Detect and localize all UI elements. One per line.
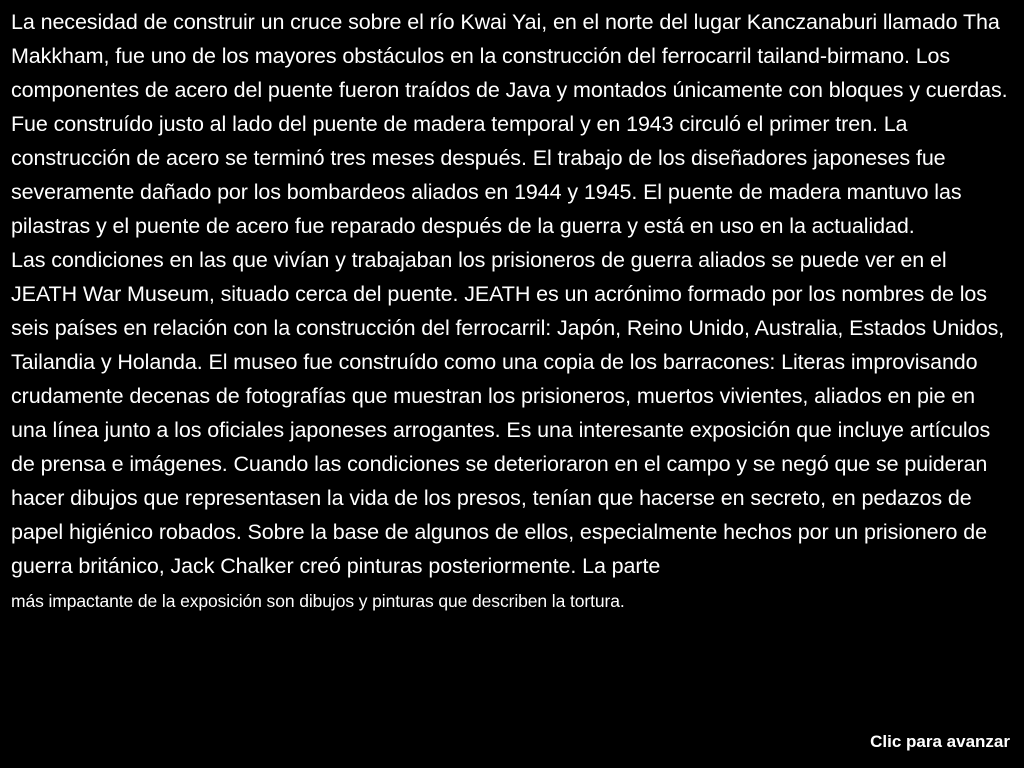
paragraph-museum — [11, 243, 1011, 618]
next-slide-link[interactable]: Clic para avanzar — [870, 732, 1010, 751]
paragraph-museum-main: Las condiciones en las que vivían y trabajaban los prisioneros de guerra aliados se puede ver en el JEATH War Museum, situado cerca del puente. JEATH es un acrónimo formado por los nombres de los seis países en relación con la construcción del ferrocarril: Japón, Reino Unido, Australia, Estados Unidos, Tailandia y Holanda. El museo fue construído como una copia de los barracones: Literas improvisando crudamente decenas de fotografías que muestran los prisioneros, muertos vivientes, aliados en pie en una línea junto a los oficiales japoneses arrogantes. Es una interesante exposición que incluye artículos de prensa e imágenes. Cuando las condiciones se deterioraron en el campo y se negó que se puideran hacer dibujos que representasen la vida de los presos, tenían que hacerse en secreto, en pedazos de papel higiénico robados. Sobre la base de algunos de ellos, especialmente hechos por un prisionero de guerra británico, Jack Chalker creó pinturas posteriormente. La parte — [11, 248, 1005, 578]
paragraph-bridge: La necesidad de construir un cruce sobre el río Kwai Yai, en el norte del lugar Kanczanaburi llamado Tha Makkham, fue uno de los mayores obstáculos en la construcción del ferrocarril tailand-birmano. Los componentes de acero del puente fueron traídos de Java y montados únicamente con bloques y cuerdas. Fue construído justo al lado del puente de madera temporal y en 1943 circuló el primer tren. La construcción de acero se terminó tres meses después. El trabajo de los diseñadores japoneses fue severamente dañado por los bombardeos aliados en 1944 y 1945. El puente de madera mantuvo las pilastras y el puente de acero fue reparado después de la guerra y está en uso en la actualidad. — [11, 10, 1008, 238]
slide-body-text — [11, 5, 1011, 618]
paragraph-museum-tail: más impactante de la exposición son dibujos y pinturas que describen la tortura. — [11, 591, 625, 611]
